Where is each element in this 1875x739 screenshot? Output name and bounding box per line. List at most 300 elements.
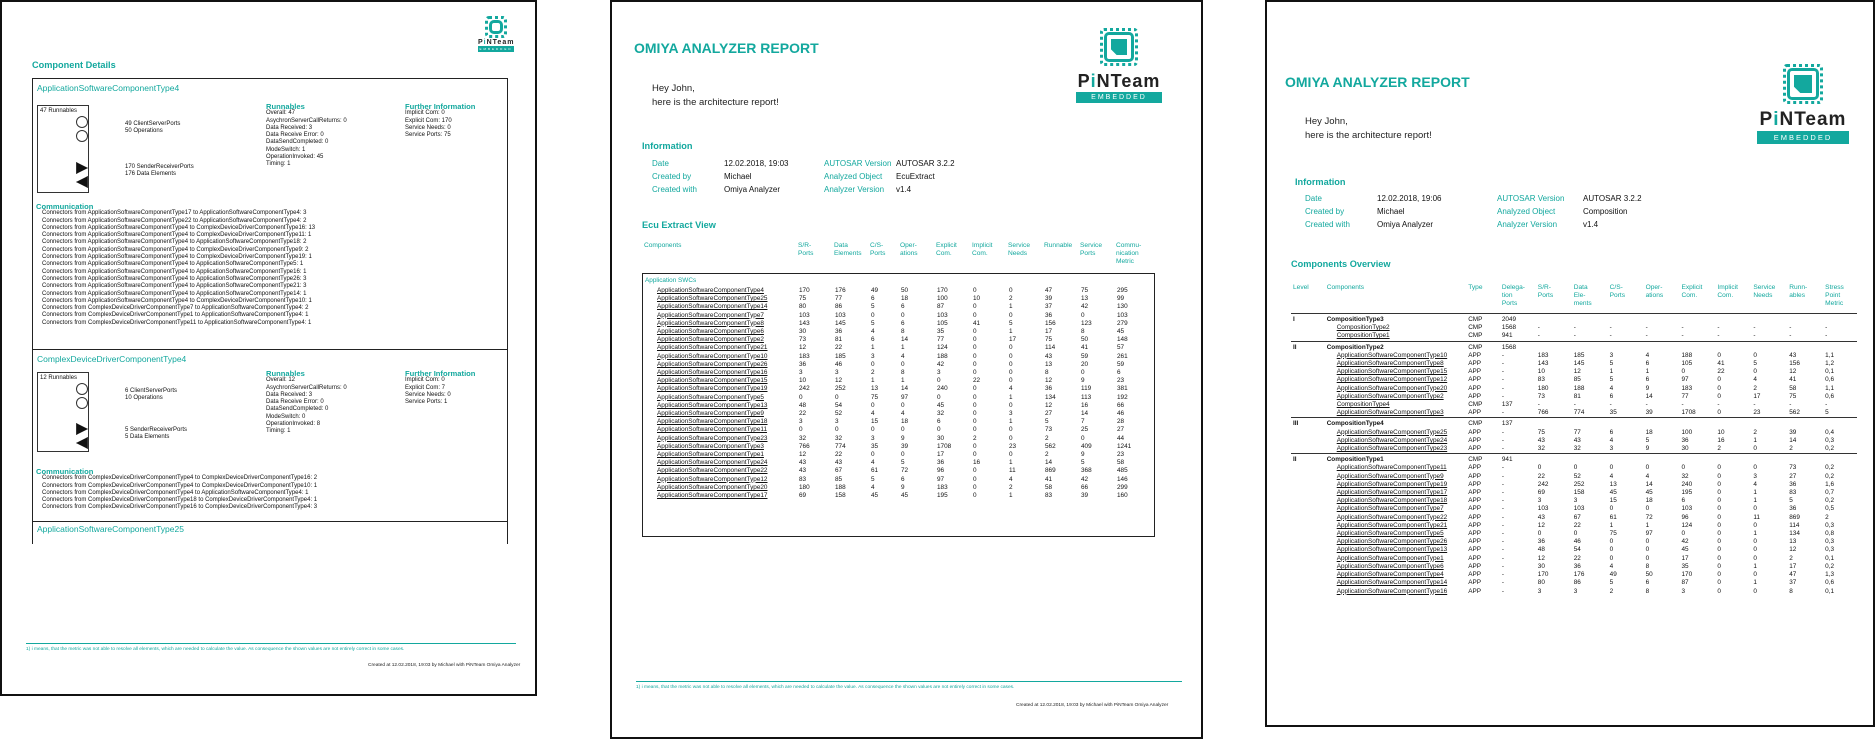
table-cell: -	[1537, 332, 1540, 340]
table-cell: 5	[1009, 319, 1013, 327]
table-cell: 1	[1009, 303, 1013, 311]
table-cell: -	[1501, 428, 1505, 436]
table-cell: 18	[1645, 428, 1653, 436]
table-cell: 8	[1645, 562, 1650, 570]
table-cell: 35	[937, 328, 945, 336]
table-cell: 39	[1789, 428, 1797, 436]
table-cell: 18	[901, 418, 909, 426]
table-cell: -	[1789, 324, 1792, 332]
table-row	[1291, 481, 1857, 489]
table-row	[655, 377, 1151, 385]
component-link[interactable]: ApplicationSoftwareComponentType10	[1336, 351, 1448, 359]
table-cell: 0	[1609, 546, 1614, 554]
table-cell: 188	[1681, 351, 1693, 359]
table-cell: 27	[1045, 410, 1053, 418]
table-row	[1291, 489, 1857, 497]
table-cell: 0	[1753, 546, 1757, 554]
table-cell: 41	[1789, 376, 1797, 384]
column-header: Oper- ations	[1645, 284, 1664, 299]
component-link[interactable]: ApplicationSoftwareComponentType21	[657, 344, 768, 352]
table-cell: 0	[1009, 451, 1013, 459]
table-cell: 86	[835, 303, 843, 311]
component-link[interactable]: ApplicationSoftwareComponentType3	[1336, 409, 1444, 417]
table-cell: 0	[1537, 530, 1542, 538]
table-cell: 4	[1009, 385, 1013, 393]
component-link[interactable]: ApplicationSoftwareComponentType1	[1336, 554, 1444, 562]
component-link[interactable]: ApplicationSoftwareComponentType8	[657, 319, 764, 327]
table-cell: 2	[1045, 434, 1049, 442]
table-cell: 0	[1009, 426, 1013, 434]
component-link[interactable]: ApplicationSoftwareComponentType7	[657, 311, 764, 319]
table-cell: 85	[835, 475, 843, 483]
level-spacer	[1291, 332, 1325, 341]
pinteam-logo	[478, 20, 514, 52]
table-cell: 1	[1609, 368, 1614, 376]
level-cell: II	[1291, 341, 1325, 352]
column-header: Commu- nication Metric	[1116, 242, 1142, 265]
table-cell: 77	[937, 336, 945, 344]
component-link[interactable]: ApplicationSoftwareComponentType20	[1336, 384, 1448, 392]
level-spacer	[1291, 579, 1325, 587]
table-cell: -	[1645, 332, 1648, 340]
table-cell: 0	[1609, 538, 1614, 546]
table-row	[655, 369, 1151, 377]
table-cell: 0	[1009, 434, 1013, 442]
table-cell: 0	[1717, 464, 1721, 472]
table-cell: 43	[1537, 513, 1545, 521]
component-link[interactable]: ApplicationSoftwareComponentType13	[657, 401, 768, 409]
table-cell: 103	[1537, 505, 1549, 513]
table-cell: 0	[1717, 505, 1721, 513]
table-row	[1291, 522, 1857, 530]
table-cell: 87	[1681, 579, 1689, 587]
connector-line: Connectors from ApplicationSoftwareComponentType4 to ApplicationSoftwareComponentType14: 1	[42, 290, 307, 297]
table-cell: 0	[1681, 530, 1686, 538]
table-cell: 30	[1537, 562, 1545, 570]
level-spacer	[1291, 429, 1325, 437]
table-cell: 1	[1645, 521, 1650, 529]
table-cell: 58	[1117, 459, 1125, 467]
info-value: Composition	[1583, 207, 1628, 216]
table-cell: 9	[1081, 451, 1085, 459]
table-cell: 10	[1537, 368, 1545, 376]
table-cell: 69	[799, 492, 807, 500]
table-cell: 0	[1009, 401, 1013, 409]
component-link[interactable]: ApplicationSoftwareComponentType23	[1336, 445, 1448, 453]
component-link[interactable]: ApplicationSoftwareComponentType4	[1336, 571, 1444, 579]
connector-line: Connectors from ComplexDeviceDriverComponentType4 to ApplicationSoftwareComponentType4: 1	[42, 489, 309, 496]
component-link[interactable]: ApplicationSoftwareComponentType7	[1336, 505, 1444, 513]
table-cell: 12	[799, 451, 807, 459]
table-cell: 0	[1609, 464, 1614, 472]
table-cell: 188	[835, 483, 846, 491]
component-link[interactable]: ApplicationSoftwareComponentType19	[1336, 480, 1448, 488]
table-cell: 114	[1789, 521, 1800, 529]
component-link[interactable]: ApplicationSoftwareComponentType14	[1336, 579, 1448, 587]
table-cell: -	[1501, 368, 1505, 376]
table-cell: 87	[937, 303, 945, 311]
table-row	[1291, 497, 1857, 505]
table-row	[1291, 352, 1857, 360]
table-cell: 1,6	[1825, 480, 1835, 488]
column-header: S/R- Ports	[798, 242, 814, 257]
table-cell: 113	[1081, 393, 1092, 401]
info-key: Created by	[652, 172, 692, 181]
table-cell: 6	[1681, 497, 1686, 505]
table-cell: 3	[835, 369, 839, 377]
info-value: Michael	[1377, 207, 1405, 216]
table-cell: 0,1	[1825, 368, 1835, 376]
component-link[interactable]: ApplicationSoftwareComponentType12	[657, 475, 768, 483]
component-link[interactable]: ApplicationSoftwareComponentType3	[657, 442, 764, 450]
table-cell: 5	[1789, 497, 1793, 505]
table-cell: 766	[799, 442, 810, 450]
table-cell: 67	[835, 467, 843, 475]
component-link[interactable]: ApplicationSoftwareComponentType16	[657, 369, 768, 377]
table-cell: 13	[1045, 360, 1053, 368]
component-link[interactable]: ApplicationSoftwareComponentType6	[657, 328, 764, 336]
created-signature: Created at 12.02.2018, 19:03 by Michael with PiNTeam Omiya Analyzer	[1016, 703, 1169, 708]
table-cell: 73	[799, 336, 807, 344]
table-cell: 36	[835, 328, 843, 336]
table-row	[1291, 324, 1857, 332]
cs-ports-text: 49 ClientServerPorts 50 Operations	[125, 121, 181, 135]
level-spacer	[1291, 530, 1325, 538]
table-cell: 114	[1045, 344, 1056, 352]
level-spacer	[1291, 546, 1325, 554]
table-cell: APP	[1468, 445, 1481, 453]
component-link[interactable]: ApplicationSoftwareComponentType11	[657, 426, 768, 434]
table-cell: 97	[901, 393, 909, 401]
component-link[interactable]: ApplicationSoftwareComponentType24	[657, 459, 768, 467]
table-cell: 6	[1645, 376, 1650, 384]
table-row	[655, 295, 1151, 303]
component-link[interactable]: ApplicationSoftwareComponentType25	[657, 295, 768, 303]
table-row	[1291, 393, 1857, 401]
level-spacer	[1291, 571, 1325, 579]
table-cell: 12	[1045, 401, 1053, 409]
table-cell: 134	[1789, 530, 1800, 538]
level-cell: I	[1291, 314, 1325, 325]
component-link[interactable]: ApplicationSoftwareComponentType5	[1336, 530, 1444, 538]
table-cell: 0,3	[1825, 538, 1835, 546]
table-cell: -	[1501, 530, 1505, 538]
table-cell: 0	[901, 360, 905, 368]
table-cell: 32	[835, 434, 843, 442]
table-cell: 12	[799, 344, 807, 352]
column-header: Components	[1326, 284, 1365, 291]
component-link[interactable]: ApplicationSoftwareComponentType9	[1336, 472, 1444, 480]
table-cell: APP	[1468, 360, 1481, 368]
information-table	[1305, 194, 1663, 233]
level-spacer	[1291, 409, 1325, 418]
logo-brand: PiNTeam	[1077, 71, 1161, 91]
component-link[interactable]: ApplicationSoftwareComponentType11	[1336, 464, 1447, 472]
component-link[interactable]: ApplicationSoftwareComponentType17	[1336, 489, 1448, 497]
table-cell: 0	[1609, 554, 1614, 562]
table-row	[1291, 376, 1857, 384]
table-cell: 485	[1117, 467, 1128, 475]
table-cell: 45	[1609, 489, 1617, 497]
table-cell: 9	[901, 434, 905, 442]
table-cell: 0	[1717, 513, 1721, 521]
table-cell: 4	[1609, 472, 1614, 480]
table-cell: 145	[835, 319, 846, 327]
info-key: Analyzer Version	[1497, 220, 1558, 229]
empty-cell	[1536, 454, 1857, 465]
level-spacer	[1291, 368, 1325, 376]
table-row	[655, 394, 1151, 402]
table-cell: -	[1789, 332, 1792, 340]
table-cell: 0	[1573, 464, 1578, 472]
info-key: Created with	[1305, 220, 1350, 229]
chip-icon	[1787, 68, 1819, 100]
info-value: v1.4	[896, 185, 912, 194]
table-cell: -	[1681, 332, 1684, 340]
table-cell: 0	[1753, 571, 1757, 579]
table-cell: 0	[1009, 360, 1013, 368]
table-cell: 1	[901, 344, 905, 352]
table-cell: 100	[937, 295, 948, 303]
table-cell: 16	[1081, 401, 1089, 409]
table-cell: APP	[1468, 513, 1481, 521]
table-cell: -	[1717, 401, 1720, 409]
table-row	[1291, 505, 1857, 513]
connector-line: Connectors from ComplexDeviceDriverComponentType4 to ComplexDeviceDriverComponentType16: 2	[42, 475, 318, 482]
table-cell: APP	[1468, 554, 1481, 562]
table-cell: 0,2	[1825, 464, 1835, 472]
table-cell: 97	[1645, 530, 1653, 538]
table-row	[1291, 409, 1857, 418]
column-header: Data Ele- ments	[1573, 284, 1592, 307]
connector-line: Connectors from ApplicationSoftwareComponentType4 to ComplexDeviceDriverComponentType19: 1	[42, 254, 312, 261]
table-cell: 4	[1753, 480, 1757, 488]
connector-line: Connectors from ComplexDeviceDriverComponentType7 to ApplicationSoftwareComponentType4: 2	[42, 305, 309, 312]
component-link[interactable]: ApplicationSoftwareComponentType16	[1336, 587, 1448, 595]
table-cell: 73	[1045, 426, 1053, 434]
table-row	[1291, 445, 1857, 454]
table-cell: APP	[1468, 368, 1481, 376]
table-cell: 36	[1045, 311, 1053, 319]
table-cell: 2	[1045, 451, 1049, 459]
table-cell: 0,2	[1825, 497, 1835, 505]
footer-divider	[636, 681, 1182, 682]
component-link[interactable]: ApplicationSoftwareComponentType18	[1336, 497, 1448, 505]
table-cell: 36	[1681, 436, 1689, 444]
component-link[interactable]: ApplicationSoftwareComponentType25	[1336, 428, 1448, 436]
table-row	[1291, 429, 1857, 437]
table-row	[655, 426, 1151, 434]
table-cell: 2	[1717, 445, 1721, 453]
table-cell: 9	[1645, 445, 1650, 453]
table-cell: 32	[1681, 472, 1689, 480]
component-link[interactable]: ApplicationSoftwareComponentType14	[657, 303, 768, 311]
table-cell: 41	[973, 319, 981, 327]
component-link[interactable]: ApplicationSoftwareComponentType22	[657, 467, 768, 475]
table-cell: 54	[835, 401, 843, 409]
table-cell: 0	[901, 311, 905, 319]
table-cell: APP	[1468, 472, 1481, 480]
component-link[interactable]: CompositionType2	[1336, 324, 1390, 332]
component-link[interactable]: ApplicationSoftwareComponentType5	[657, 393, 764, 401]
table-cell: 10	[973, 295, 981, 303]
component-link[interactable]: CompositionType1	[1336, 332, 1390, 340]
component-link[interactable]: ApplicationSoftwareComponentType4	[657, 287, 764, 294]
table-cell: 14	[1645, 480, 1653, 488]
level-spacer	[1291, 497, 1325, 505]
component-link[interactable]: ApplicationSoftwareComponentType21	[1336, 521, 1448, 529]
table-cell: 17	[1045, 328, 1053, 336]
component-link[interactable]: ApplicationSoftwareComponentType20	[657, 483, 768, 491]
table-cell: 12	[1537, 554, 1545, 562]
table-cell: 4	[1609, 436, 1614, 444]
table-cell: 22	[835, 451, 843, 459]
component-link[interactable]: ApplicationSoftwareComponentType15	[657, 377, 768, 385]
component-link[interactable]: CompositionType4	[1336, 401, 1390, 409]
table-cell: 0	[1081, 369, 1085, 377]
table-cell: 941	[1501, 332, 1513, 340]
table-cell: APP	[1468, 571, 1481, 579]
table-cell: 43	[1537, 436, 1545, 444]
table-cell: 2	[1789, 445, 1793, 453]
table-cell: 0	[973, 475, 977, 483]
table-cell: 9	[1081, 377, 1085, 385]
table-cell: -	[1753, 401, 1756, 409]
table-cell: 12	[1045, 377, 1053, 385]
type-cell: CMP	[1466, 341, 1500, 352]
component-link[interactable]: ApplicationSoftwareComponentType8	[1336, 360, 1444, 368]
table-cell: -	[1501, 579, 1505, 587]
table-cell: 103	[937, 311, 948, 319]
info-key: Created with	[652, 185, 697, 194]
table-cell: 4	[901, 352, 905, 360]
component-link[interactable]: ApplicationSoftwareComponentType19	[657, 385, 768, 393]
component-link[interactable]: ApplicationSoftwareComponentType2	[1336, 392, 1444, 400]
table-cell: 0,3	[1825, 546, 1835, 554]
column-header: S/R- Ports	[1537, 284, 1554, 299]
table-cell: 0,1	[1825, 554, 1835, 562]
table-cell: 81	[835, 336, 843, 344]
component-link[interactable]: ApplicationSoftwareComponentType12	[1336, 376, 1448, 384]
component-name: ApplicationSoftwareComponentType25	[37, 524, 184, 534]
table-cell: 0	[973, 385, 977, 393]
table-cell: 43	[1045, 352, 1053, 360]
table-cell: 252	[1573, 480, 1585, 488]
chip-icon	[489, 20, 503, 34]
table-cell: 195	[937, 492, 948, 500]
table-cell: 77	[835, 295, 843, 303]
table-cell: 1	[1009, 393, 1013, 401]
table-cell: 0	[871, 360, 875, 368]
table-cell: -	[1501, 571, 1505, 579]
level-spacer	[1291, 473, 1325, 481]
table-cell: 2	[1009, 295, 1013, 303]
table-cell: 83	[1789, 489, 1797, 497]
table-row	[1291, 571, 1857, 579]
component-link[interactable]: ApplicationSoftwareComponentType23	[657, 434, 768, 442]
component-link[interactable]: ApplicationSoftwareComponentType15	[1336, 368, 1448, 376]
component-link[interactable]: ApplicationSoftwareComponentType2	[657, 336, 764, 344]
component-link[interactable]: ApplicationSoftwareComponentType26	[1336, 538, 1448, 546]
table-cell: 3	[1573, 587, 1578, 595]
empty-cell	[1536, 418, 1857, 429]
table-cell: -	[1501, 360, 1505, 368]
table-cell: 0	[937, 393, 941, 401]
table-cell: 27	[1117, 426, 1125, 434]
column-header: Runn- ables	[1789, 284, 1808, 299]
component-link[interactable]: ApplicationSoftwareComponentType10	[657, 352, 768, 360]
table-cell: 0	[1609, 505, 1614, 513]
table-cell: 36	[799, 360, 807, 368]
table-cell: 18	[901, 295, 909, 303]
table-cell: 0	[973, 442, 977, 450]
table-cell: -	[1501, 409, 1505, 417]
component-link[interactable]: ApplicationSoftwareComponentType24	[1336, 436, 1448, 444]
table-cell: 2	[1609, 587, 1614, 595]
component-link[interactable]: ApplicationSoftwareComponentType6	[1336, 562, 1444, 570]
table-cell: 145	[1573, 360, 1585, 368]
table-cell: 18	[1645, 497, 1653, 505]
table-cell: 42	[1081, 303, 1089, 311]
column-header: Implicit Com.	[972, 242, 993, 257]
component-link[interactable]: ApplicationSoftwareComponentType26	[657, 360, 768, 368]
table-cell: -	[1501, 392, 1505, 400]
component-link[interactable]: ApplicationSoftwareComponentType1	[657, 451, 764, 459]
table-cell: 0	[1753, 554, 1757, 562]
table-cell: CMP	[1468, 332, 1483, 340]
table-cell: 0	[1645, 554, 1650, 562]
table-cell: 44	[1117, 434, 1125, 442]
component-link[interactable]: ApplicationSoftwareComponentType18	[657, 418, 768, 426]
table-cell: 0	[937, 426, 941, 434]
component-link[interactable]: ApplicationSoftwareComponentType22	[1336, 513, 1448, 521]
table-cell: -	[1573, 332, 1576, 340]
table-cell: 17	[1789, 562, 1797, 570]
group-row	[1291, 454, 1857, 465]
table-cell: 66	[1117, 401, 1125, 409]
table-cell: 83	[799, 475, 807, 483]
table-cell: 134	[1045, 393, 1056, 401]
table-cell: 35	[1681, 562, 1689, 570]
table-cell: 14	[1789, 436, 1797, 444]
table-cell: 12	[1573, 368, 1581, 376]
table-cell: 0	[1717, 571, 1721, 579]
table-cell: 160	[1117, 492, 1128, 500]
table-cell: 37	[1045, 303, 1053, 311]
connector-line: Connectors from ApplicationSoftwareComponentType22 to ApplicationSoftwareComponentType4: 2	[42, 217, 307, 224]
component-link[interactable]: ApplicationSoftwareComponentType13	[1336, 546, 1448, 554]
table-cell: -	[1573, 401, 1576, 409]
table-cell: 0	[1537, 464, 1542, 472]
table-cell: 0	[973, 287, 977, 294]
table-cell: 137	[1501, 401, 1513, 409]
component-link[interactable]: ApplicationSoftwareComponentType9	[657, 410, 764, 418]
component-link[interactable]: ApplicationSoftwareComponentType17	[657, 492, 768, 500]
table-cell: 130	[1117, 303, 1128, 311]
table-cell: 0,3	[1825, 521, 1835, 529]
table-cell: 12	[835, 377, 843, 385]
table-cell: 35	[1609, 409, 1617, 417]
table-cell: 299	[1117, 483, 1128, 491]
table-cell: -	[1717, 324, 1720, 332]
table-cell: 0	[835, 393, 839, 401]
info-row	[1305, 194, 1663, 207]
runnables-block: Runnables Overall: 47 AsychronServerCallReturns: 0 Data Received: 3 Data Receive Error: 0 DataSendCompleted: 0 ModeSwitch: 1 OperationInvoked: 45 Timing: 1	[266, 102, 347, 168]
table-cell: -	[1609, 332, 1612, 340]
info-key: Analyzer Version	[824, 185, 885, 194]
column-header: Components	[644, 242, 682, 249]
column-header: Oper- ations	[900, 242, 918, 257]
